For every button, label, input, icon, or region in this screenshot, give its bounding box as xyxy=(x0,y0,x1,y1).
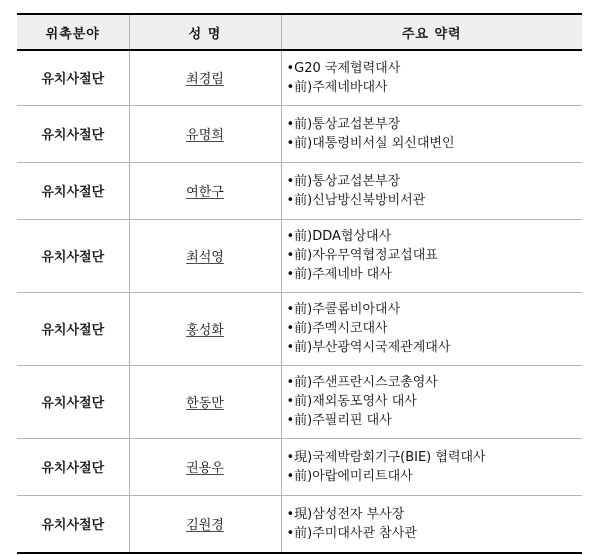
cell-field: 유치사절단 xyxy=(17,162,129,219)
career-line: •前)자유무역협정교섭대표 xyxy=(286,248,438,263)
cell-career xyxy=(281,495,582,553)
cell-career xyxy=(281,438,582,495)
cell-name: 한동만 xyxy=(129,365,281,438)
career-line: •前)주제네바 대사 xyxy=(286,267,392,282)
cell-field: 유치사절단 xyxy=(17,105,129,162)
career-line: •G20 국제협력대사 xyxy=(286,60,401,76)
career-line: •前)부산광역시국제관계대사 xyxy=(286,340,451,355)
cell-field: 유치사절단 xyxy=(17,495,129,553)
career-line: •前)주제네바대사 xyxy=(286,79,388,95)
table-row xyxy=(17,495,582,553)
delegation-table xyxy=(17,13,582,554)
cell-name: 홍성화 xyxy=(129,292,281,365)
career-line: •前)재외동포영사 대사 xyxy=(286,394,417,409)
career-line: •前)DDA협상대사 xyxy=(286,229,392,244)
cell-career xyxy=(281,365,582,438)
cell-field: 유치사절단 xyxy=(17,50,129,105)
career-line: •前)통상교섭본부장 xyxy=(286,173,401,189)
table-row xyxy=(17,365,582,438)
career-line: •前)주필리핀 대사 xyxy=(286,413,392,428)
career-line: •現)삼성전자 부사장 xyxy=(286,506,405,522)
cell-name: 최석영 xyxy=(129,219,281,292)
cell-career xyxy=(281,292,582,365)
cell-name: 여한구 xyxy=(129,162,281,219)
career-line: •現)국제박람회기구(BIE) 협력대사 xyxy=(286,449,486,465)
cell-name: 유명희 xyxy=(129,105,281,162)
table-row xyxy=(17,50,582,105)
cell-field: 유치사절단 xyxy=(17,438,129,495)
table-row xyxy=(17,105,582,162)
cell-name: 권용우 xyxy=(129,438,281,495)
career-line: •前)신남방신북방비서관 xyxy=(286,192,426,208)
career-line: •前)주미대사관 참사관 xyxy=(286,525,417,541)
career-line: •前)통상교섭본부장 xyxy=(286,116,401,132)
cell-name: 최경림 xyxy=(129,50,281,105)
career-line: •前)대통령비서실 외신대변인 xyxy=(286,135,455,151)
cell-name: 김원경 xyxy=(129,495,281,553)
table-row xyxy=(17,292,582,365)
career-line: •前)주멕시코대사 xyxy=(286,321,388,336)
career-line: •前)주콜롬비아대사 xyxy=(286,302,401,317)
cell-field: 유치사절단 xyxy=(17,292,129,365)
header-field: 위촉분야 xyxy=(17,14,129,50)
table-row xyxy=(17,162,582,219)
cell-career xyxy=(281,219,582,292)
career-line: •前)주샌프란시스코총영사 xyxy=(286,375,438,390)
cell-field: 유치사절단 xyxy=(17,365,129,438)
cell-field: 유치사절단 xyxy=(17,219,129,292)
cell-career xyxy=(281,162,582,219)
header-name: 성 명 xyxy=(129,14,281,50)
header-row xyxy=(17,14,582,50)
career-line: •前)아랍에미리트대사 xyxy=(286,468,413,484)
cell-career xyxy=(281,105,582,162)
cell-career xyxy=(281,50,582,105)
header-career: 주요 약력 xyxy=(281,14,582,50)
table-row xyxy=(17,438,582,495)
table-row xyxy=(17,219,582,292)
